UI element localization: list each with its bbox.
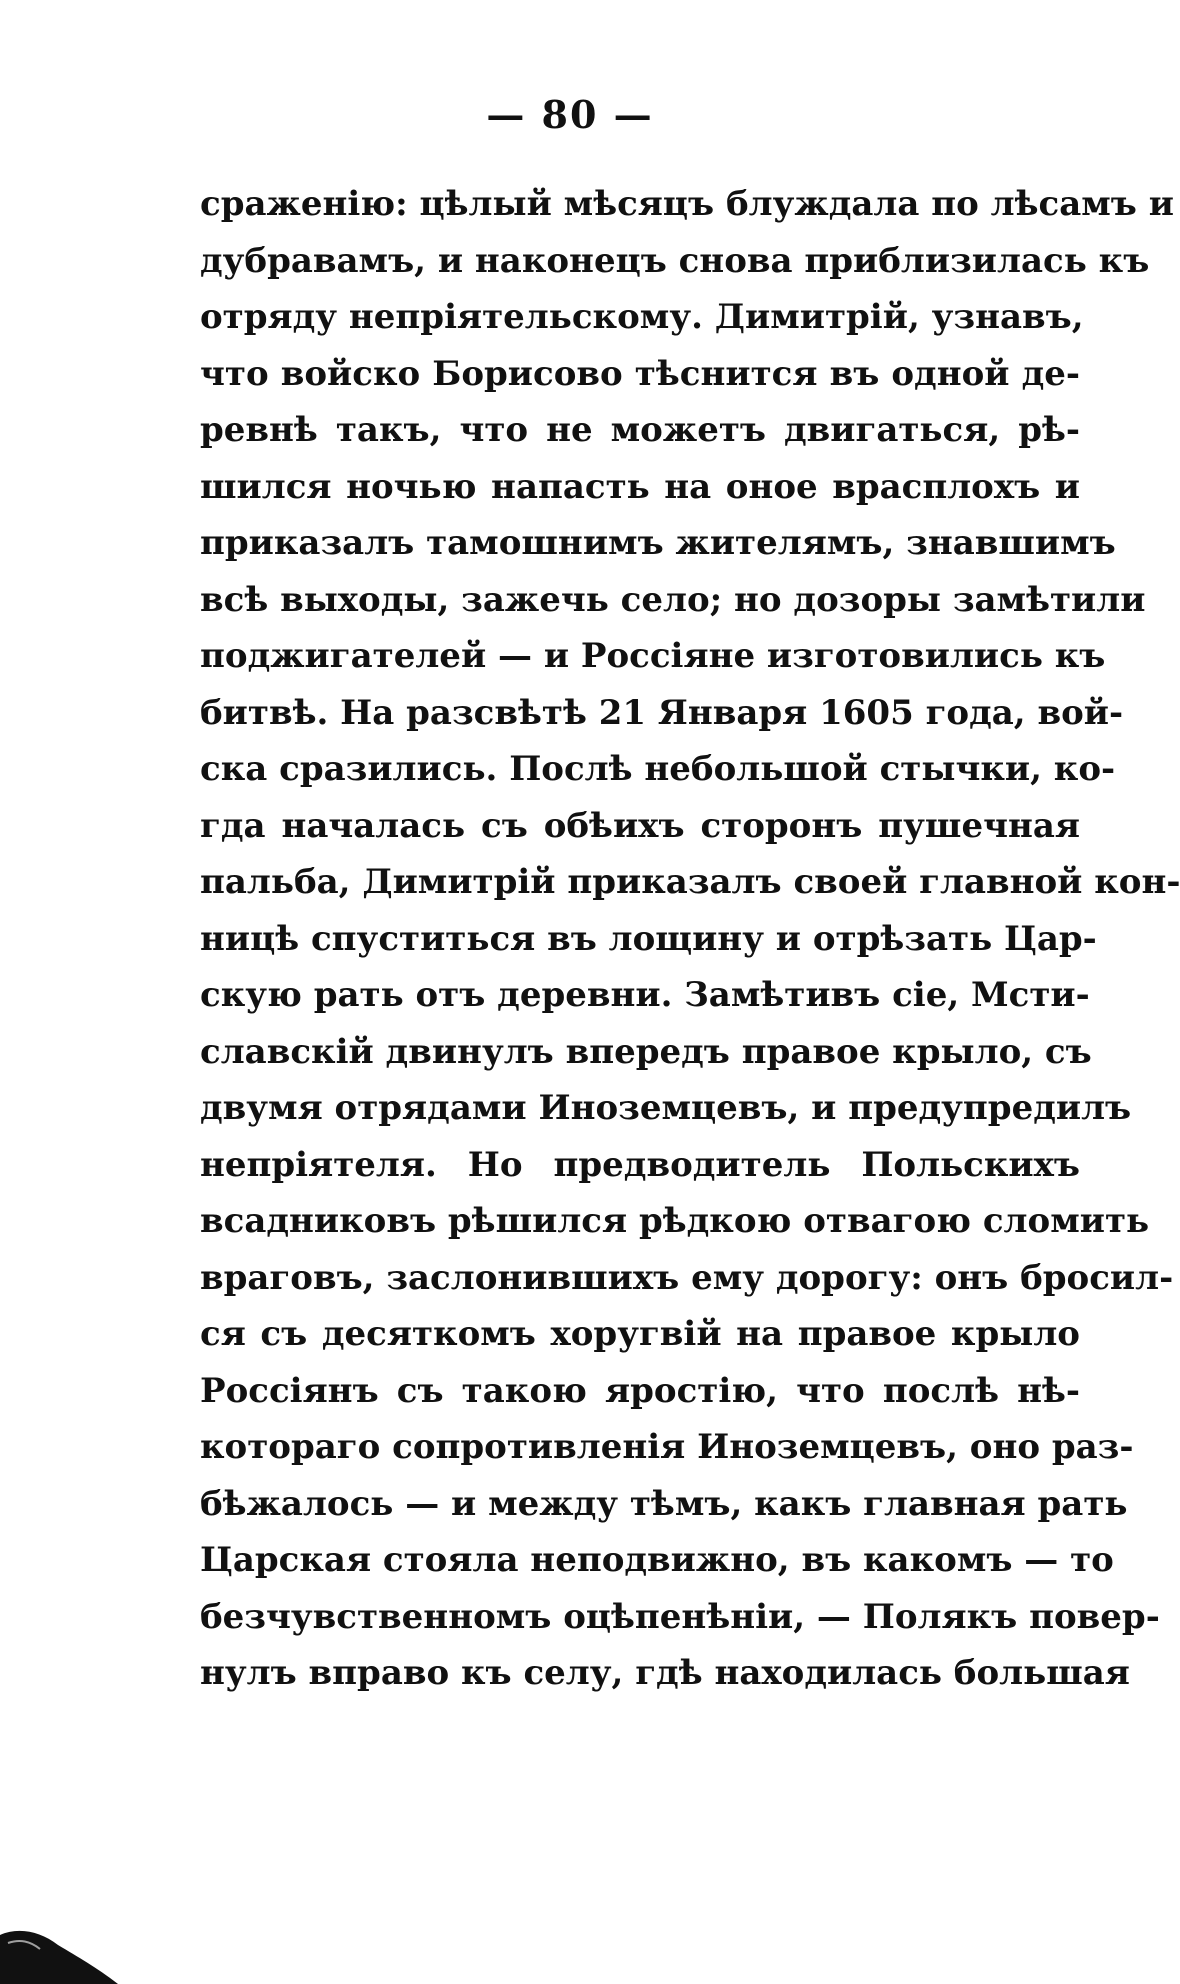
text-line: безчувственномъ оцѣпенѣніи, — Полякъ повер-: [200, 1596, 1160, 1637]
text-line: гда началась съ обѣихъ сторонъ пушечная: [200, 805, 1080, 846]
text-line: двумя отрядами Иноземцевъ, и предупредилъ: [200, 1088, 1132, 1128]
text-line: отряду непріятельскому. Димитрій, узнавъ,: [200, 297, 1084, 337]
text-line: дубравамъ, и наконецъ снова приблизилась къ: [200, 240, 1150, 281]
text-line: славскій двинулъ впередъ правое крыло, съ: [200, 1031, 1092, 1072]
text-line: нулъ вправо къ селу, гдѣ находилась большая: [200, 1653, 1130, 1693]
text-line: котораго сопротивленія Иноземцевъ, оно раз-: [200, 1427, 1134, 1467]
text-line: враговъ, заслонившихъ ему дорогу: онъ бросил-: [200, 1257, 1174, 1298]
text-line: поджигателей — и Россіяне изготовились къ: [200, 636, 1106, 676]
text-line: всадниковъ рѣшился рѣдкою отвагою сломить: [200, 1201, 1150, 1241]
text-line: ся съ десяткомъ хоругвій на правое крыло: [200, 1314, 1080, 1354]
text-line: ска сразились. Послѣ небольшой стычки, ко-: [200, 749, 1116, 789]
text-line: бѣжалось — и между тѣмъ, какъ главная рать: [200, 1483, 1128, 1524]
text-line: всѣ выходы, зажечь село; но дозоры замѣтили: [200, 579, 1146, 620]
text-line: ницѣ спуститься въ лощину и отрѣзать Цар-: [200, 918, 1097, 959]
text-line: приказалъ тамошнимъ жителямъ, знавшимъ: [200, 523, 1116, 563]
text-line: что войско Борисово тѣснится въ одной де-: [200, 353, 1080, 394]
body-text: [200, 176, 1180, 1702]
text-line: непріятеля. Но предводитель Польскихъ: [200, 1144, 1080, 1185]
text-line: шился ночью напасть на оное врасплохъ и: [200, 466, 1080, 507]
text-line: пальба, Димитрій приказалъ своей главной кон-: [200, 862, 1180, 902]
text-line: битвѣ. На разсвѣтѣ 21 Января 1605 года, вой-: [200, 692, 1124, 733]
text-line: скую рать отъ деревни. Замѣтивъ сіе, Мсти-: [200, 975, 1090, 1015]
ink-smudge-mark: [0, 1905, 118, 1984]
page-number: — 80 —: [486, 92, 654, 137]
text-line: Царская стояла неподвижно, въ какомъ — то: [200, 1540, 1114, 1580]
text-line: Россіянъ съ такою яростію, что послѣ нѣ-: [200, 1370, 1080, 1411]
text-line: сраженію: цѣлый мѣсяцъ блуждала по лѣсамъ и: [200, 184, 1174, 224]
text-line: ревнѣ такъ, что не можетъ двигаться, рѣ-: [200, 410, 1080, 450]
